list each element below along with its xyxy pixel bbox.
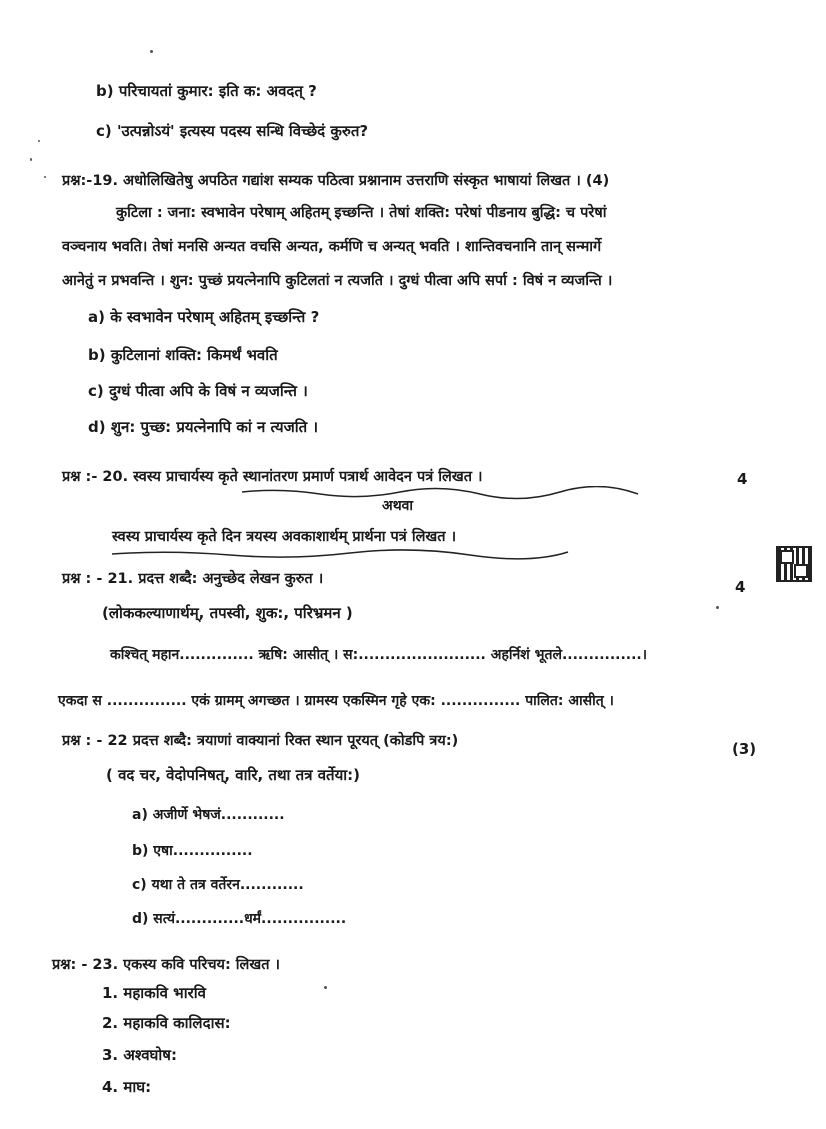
q20-marks: 4 (737, 470, 748, 488)
scan-speck (38, 140, 40, 142)
scan-speck (150, 50, 153, 53)
q23-item-1: 1. महाकवि भारवि (102, 984, 206, 1002)
q19-heading: प्रश्न:-19. अधोलिखितेषु अपठित गद्यांश सम्यक पठित्वा प्रश्नानाम उत्तराणि संस्कृत भाषायां लिखत । (4) (62, 173, 610, 189)
q21-marks: 4 (735, 578, 746, 596)
q19-question-b: b) कुटिलानां शक्ति: किमर्थं भवति (88, 346, 278, 364)
q22-heading: प्रश्न : - 22 प्रदत्त शब्दै: त्रयाणां वाक्यानां रिक्त स्थान पूरयत् (कोडपि त्रय:) (62, 733, 459, 749)
scan-speck (324, 986, 327, 989)
q19-passage-line-3: आनेतुं न प्रभवन्ति । शुन: पुच्छं प्रयत्नेनापि कुटिलतां न त्यजति । दुग्धं पीत्वा अपि सर्पा : विषं न व्यजन्ति । (62, 273, 613, 289)
q19-question-a: a) के स्वभावेन परेषाम् अहितम् इच्छन्ति ? (88, 308, 320, 326)
qr-code-icon (776, 546, 812, 582)
q22-item-b: b) एषा............... (132, 843, 253, 859)
scan-speck (44, 176, 46, 178)
q23-item-4: 4. माघ: (102, 1078, 152, 1096)
q20-or: अथवा (382, 498, 414, 514)
scan-speck (716, 606, 719, 609)
q19-question-c: c) दुग्धं पीत्वा अपि के विषं न व्यजन्ति । (88, 382, 308, 400)
q23-heading: प्रश्न: - 23. एकस्य कवि परिचय: लिखत । (52, 957, 281, 973)
q21-heading: प्रश्न : - 21. प्रदत्त शब्दै: अनुच्छेद लेखन कुरुत । (62, 571, 324, 587)
q23-item-3: 3. अश्वघोष: (102, 1046, 177, 1064)
q22-item-d: d) सत्यं.............धर्मं................ (132, 911, 347, 927)
q23-item-2: 2. महाकवि कालिदास: (102, 1014, 231, 1032)
q19-passage-line-1: कुटिला : जना: स्वभावेन परेषाम् अहितम् इच्छन्ति । तेषां शक्ति: परेषां पीडनाय बुद्धि: च परेषां (116, 205, 607, 221)
q19-passage-line-2: वञ्चनाय भवति। तेषां मनसि अन्यत वचसि अन्यत, कर्मणि च अन्यत् भवति । शान्तिवचनानि तान् सन्मार्गे (62, 239, 602, 255)
q22-item-c: c) यथा ते तत्र वर्तेरन............ (132, 877, 304, 893)
q22-marks: (3) (732, 740, 757, 758)
scan-speck (30, 158, 32, 161)
q20-heading: प्रश्न :- 20. स्वस्य प्राचार्यस्य कृते स्थानांतरण प्रमार्ण पत्रार्थ आवेदन पत्रं लिखत । (62, 469, 483, 485)
q21-words: (लोककल्याणार्थम्, तपस्वी, शुक:, परिभ्रमन ) (102, 604, 353, 622)
q22-item-a: a) अजीर्णे भेषजं............ (132, 807, 285, 823)
q21-line-2: एकदा स ............... एकं ग्रामम् अगच्छत । ग्रामस्य एकस्मिन गृहे एक: ............... पालित: आसीत् । (58, 693, 614, 709)
q22-words: ( वद चर, वेदोपनिषत्, वारि, तथा तत्र वर्तेया:) (106, 766, 361, 784)
q20-alternative: स्वस्य प्राचार्यस्य कृते दिन त्रयस्य अवकाशार्थम् प्रार्थना पत्रं लिखत । (112, 529, 457, 545)
q21-line-1: कश्चित् महान.............. ऋषि: आसीत् । स:........................ अहर्निशं भूतले...............। (110, 647, 648, 663)
q20-alt-underline (110, 546, 570, 560)
q19-question-d: d) शुन: पुच्छ: प्रयत्नेनापि कां न त्यजति । (88, 418, 319, 436)
q20-underline (240, 486, 640, 500)
q18-option-c: c) 'उत्पन्नोऽयं' इत्यस्य पदस्य सन्धि विच्छेदं कुरुत? (96, 122, 369, 140)
q18-option-b: b) परिचायतां कुमार: इति क: अवदत् ? (96, 82, 317, 100)
